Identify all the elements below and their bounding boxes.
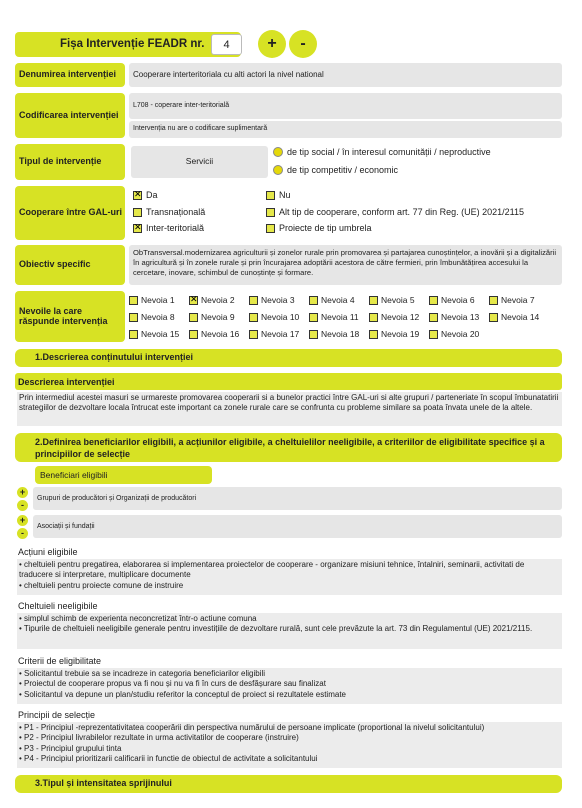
coop-da-checkbox[interactable]: ✕ Da — [133, 190, 158, 200]
need-checkbox-12[interactable]: Nevoia 12 — [369, 312, 419, 322]
checkbox-checked-icon — [133, 224, 142, 233]
tip-competitiv-option[interactable]: de tip competitiv / economic — [273, 165, 398, 175]
checkbox-icon — [189, 313, 198, 322]
descriere-text: Prin intermediul acestei masuri se urmareste promovarea cooperarii si a bunelor practici între GAL-uri si alte grupuri / parteneriate în scopul îmbunatatirii strategiilor de dezvoltare locala întrucat este important ca zonele rurale care se confrunta cu probleme similare sa poata învata unele de la altele. — [17, 392, 562, 426]
tip-interventie-field[interactable]: Servicii — [131, 146, 268, 178]
beneficiar-field-2[interactable]: Asociații și fundații — [33, 515, 562, 538]
codificare-label: Codificarea intervenției — [15, 93, 125, 138]
checkbox-checked-icon — [189, 296, 198, 305]
obiectiv-label: Obiectiv specific — [15, 245, 125, 285]
checkbox-icon — [369, 330, 378, 339]
remove-beneficiar-button[interactable]: - — [17, 500, 28, 511]
criterii-list: • Solicitantul trebuie sa se incadreze in categoria beneficiarilor eligibili • Proiectul de cooperare propus va fi nou și nu va fi în curs de desfășurare sau finalizat • Solicitantul va depune un plan/studiu referitor la conceptul de proiect si rezultatele estimate — [17, 668, 562, 704]
section-1-header: 1.Descrierea conținutului intervenției — [15, 349, 562, 367]
checkbox-icon — [266, 224, 275, 233]
checkbox-icon — [429, 313, 438, 322]
codificare-field-2[interactable]: Intervenția nu are o codificare suplimentară — [129, 121, 562, 138]
need-checkbox-16[interactable]: Nevoia 16 — [189, 329, 239, 339]
need-checkbox-7[interactable]: Nevoia 7 — [489, 295, 535, 305]
denumire-label: Denumirea intervenției — [15, 63, 125, 87]
principii-list: • P1 - Principiul -reprezentativitatea cooperării din perspectiva numărului de persoane implicate (proportional la nivelul solicitantului) • P2 - Principiul livrabilelor rezultate in urma activitatilor de cooperare (instruire) • P3 - Principiul grupului tinta • P4 - Principiul prioritizarii calificarii in functie de obiectul de activitate a solicitantului — [17, 722, 562, 768]
cheltuieli-list: • simplul schimb de experienta neconcretizat într-o actiune comuna • Tipurile de cheltuieli neeligibile generale pentru investițiile de dezvoltare rurală, sunt cele prevăzute la art. 73 din Regulamentul (UE) 2021/2115. — [17, 613, 562, 649]
form-number-input[interactable]: 4 — [211, 34, 242, 55]
remove-beneficiar-button[interactable]: - — [17, 528, 28, 539]
need-checkbox-4[interactable]: Nevoia 4 — [309, 295, 355, 305]
beneficiar-field-1[interactable]: Grupuri de producători și Organizații de producători — [33, 487, 562, 510]
need-checkbox-20[interactable]: Nevoia 20 — [429, 329, 479, 339]
beneficiari-title: Beneficiari eligibili — [40, 470, 108, 480]
coop-nu-checkbox[interactable]: Nu — [266, 190, 291, 200]
radio-icon — [273, 147, 283, 157]
checkbox-icon — [249, 330, 258, 339]
add-beneficiar-button[interactable]: + — [17, 515, 28, 526]
checkbox-icon — [309, 296, 318, 305]
tip-social-option[interactable]: de tip social / în interesul comunității / neproductive — [273, 147, 491, 157]
need-checkbox-18[interactable]: Nevoia 18 — [309, 329, 359, 339]
cooperare-label: Cooperare între GAL-uri — [15, 186, 125, 240]
need-checkbox-13[interactable]: Nevoia 13 — [429, 312, 479, 322]
checkbox-icon — [129, 313, 138, 322]
nevoi-label: Nevoile la care răspunde intervenția — [15, 291, 125, 342]
checkbox-icon — [129, 330, 138, 339]
coop-alt-tip-checkbox[interactable]: Alt tip de cooperare, conform art. 77 din Reg. (UE) 2021/2115 — [266, 207, 524, 217]
checkbox-icon — [369, 296, 378, 305]
remove-form-button[interactable]: - — [289, 30, 317, 58]
checkbox-icon — [266, 208, 275, 217]
checkbox-icon — [429, 330, 438, 339]
coop-umbrela-checkbox[interactable]: Proiecte de tip umbrela — [266, 223, 372, 233]
need-checkbox-2[interactable]: ✕ Nevoia 2 — [189, 295, 235, 305]
need-checkbox-5[interactable]: Nevoia 5 — [369, 295, 415, 305]
coop-inter-teritoriala-checkbox[interactable]: ✕ Inter-teritorială — [133, 223, 204, 233]
checkbox-icon — [489, 296, 498, 305]
tip-interventie-label: Tipul de intervenție — [15, 144, 125, 180]
need-checkbox-10[interactable]: Nevoia 10 — [249, 312, 299, 322]
checkbox-icon — [489, 313, 498, 322]
need-checkbox-17[interactable]: Nevoia 17 — [249, 329, 299, 339]
checkbox-icon — [309, 313, 318, 322]
checkbox-checked-icon — [133, 191, 142, 200]
need-checkbox-11[interactable]: Nevoia 11 — [309, 312, 359, 322]
obiectiv-field[interactable]: ObTransversal.modernizarea agriculturii și zonelor rurale prin promovarea și partajarea cunoștințelor, a inovării și a digitalizării în agricultură și în zonele rurale și prin încurajarea adoptării acestora de către fermieri, prin îmbunătățirea accesului la cercetare, inovare, schimbul de cunoștințe și formare. — [129, 245, 562, 285]
add-form-button[interactable]: + — [258, 30, 286, 58]
checkbox-icon — [249, 296, 258, 305]
descriere-subtitle: Descrierea intervenției — [18, 377, 115, 387]
need-checkbox-9[interactable]: Nevoia 9 — [189, 312, 235, 322]
checkbox-icon — [133, 208, 142, 217]
actiuni-list: • cheltuieli pentru pregatirea, elaborarea si implementarea proiectelor de cooperare - organizare misiuni tehnice, întalniri, seminarii, activitati de traducere si interpretare, multiplicare documente • cheltuieli pentru proiecte comune de instruire — [17, 559, 562, 595]
radio-icon — [273, 165, 283, 175]
checkbox-icon — [309, 330, 318, 339]
need-checkbox-6[interactable]: Nevoia 6 — [429, 295, 475, 305]
checkbox-icon — [266, 191, 275, 200]
add-beneficiar-button[interactable]: + — [17, 487, 28, 498]
need-checkbox-1[interactable]: Nevoia 1 — [129, 295, 175, 305]
need-checkbox-14[interactable]: Nevoia 14 — [489, 312, 539, 322]
checkbox-icon — [129, 296, 138, 305]
section-3-header: 3.Tipul și intensitatea sprijinului — [15, 775, 562, 793]
checkbox-icon — [189, 330, 198, 339]
need-checkbox-3[interactable]: Nevoia 3 — [249, 295, 295, 305]
need-checkbox-8[interactable]: Nevoia 8 — [129, 312, 175, 322]
denumire-field[interactable]: Cooperare interteritoriala cu alti actori la nivel national — [129, 63, 562, 87]
coop-transnationala-checkbox[interactable]: Transnațională — [133, 207, 205, 217]
actiuni-title: Acțiuni eligibile — [18, 547, 78, 557]
need-checkbox-19[interactable]: Nevoia 19 — [369, 329, 419, 339]
checkbox-icon — [429, 296, 438, 305]
checkbox-icon — [249, 313, 258, 322]
cheltuieli-title: Cheltuieli neeligibile — [18, 601, 98, 611]
codificare-field-1[interactable]: L708 - coperare inter-teritorială — [129, 93, 562, 119]
form-title: Fișa Intervenție FEADR nr. — [60, 38, 205, 50]
criterii-title: Criterii de eligibilitate — [18, 656, 102, 666]
checkbox-icon — [369, 313, 378, 322]
section-2-header: 2.Definirea beneficiarilor eligibili, a acțiunilor eligibile, a cheltuielilor neeligibile, a criteriilor de eligibilitate specifice și a principiilor de selecție — [15, 433, 562, 462]
principii-title: Principii de selecție — [18, 710, 96, 720]
need-checkbox-15[interactable]: Nevoia 15 — [129, 329, 179, 339]
